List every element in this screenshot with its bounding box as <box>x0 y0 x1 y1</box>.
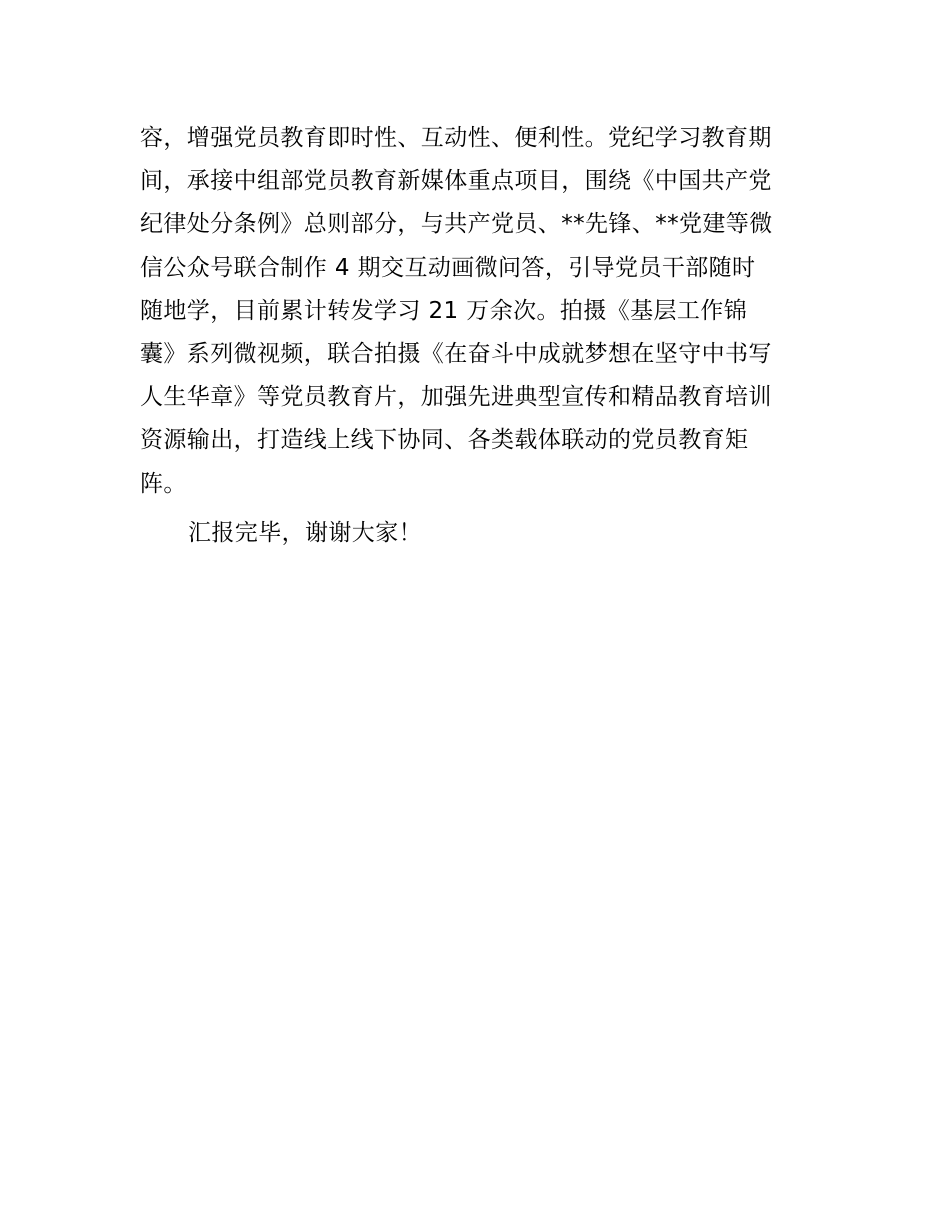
paragraph-line: 信公众号联合制作 4 期交互动画微问答，引导党员干部随时 <box>140 254 756 281</box>
paragraph <box>140 117 820 506</box>
body-text <box>140 117 820 555</box>
paragraph-line: 囊》系列微视频，联合拍摄《在奋斗中成就梦想在坚守中书写 <box>140 340 772 367</box>
paragraph-line: 容，增强党员教育即时性、互动性、便利性。党纪学习教育期 <box>140 125 772 151</box>
paragraph-line: 随地学，目前累计转发学习 21 万余次。拍摄《基层工作锦 <box>140 297 748 324</box>
paragraph-line: 间，承接中组部党员教育新媒体重点项目，围绕《中国共产党 <box>140 168 772 195</box>
paragraph-line: 纪律处分条例》总则部分，与共产党员、**先锋、**党建等微 <box>140 211 773 238</box>
paragraph-line: 资源输出，打造线上线下协同、各类载体联动的党员教育矩 <box>140 427 749 454</box>
closing-line: 汇报完毕，谢谢大家！ <box>188 519 422 546</box>
paragraph-line: 阵。 <box>140 470 187 497</box>
paragraph-line: 人生华章》等党员教育片，加强先进典型宣传和精品教育培训 <box>140 384 772 411</box>
